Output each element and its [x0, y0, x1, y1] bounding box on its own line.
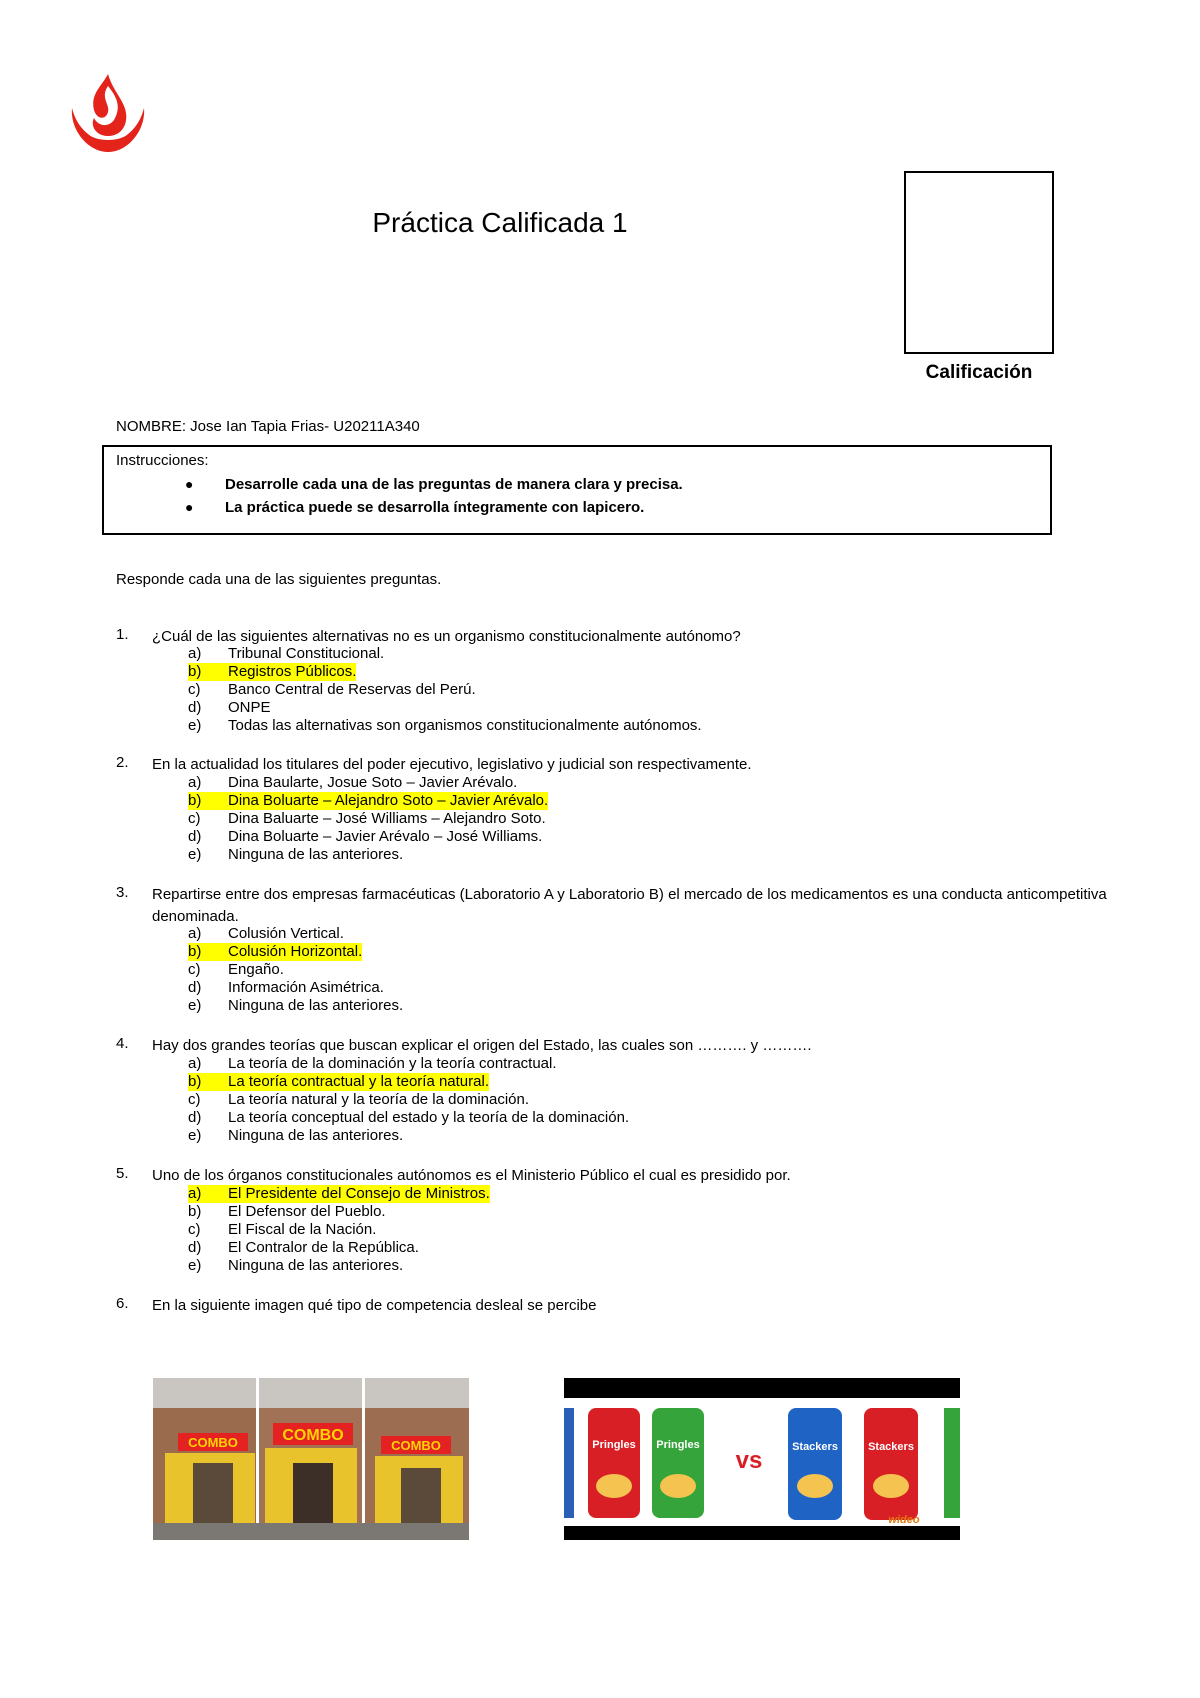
page-title: Práctica Calificada 1 [372, 207, 628, 238]
vs-label: vs [735, 1447, 763, 1474]
option: d) El Contralor de la República. [188, 1239, 419, 1256]
left-sign-text: COMBO [188, 1435, 238, 1450]
option-highlighted: b) Dina Boluarte – Alejandro Soto – Javier Arévalo. [188, 792, 549, 809]
question-text: Repartirse entre dos empresas farmacéuticas (Laboratorio A y Laboratorio B) el mercado de los medicamentos es una conducta anticompetitiva denominada. [152, 886, 1107, 925]
option: c) Dina Baluarte – José Williams – Alejandro Soto. [188, 810, 546, 827]
product-label: Stackers [868, 1441, 914, 1453]
option: e) Ninguna de las anteriores. [188, 846, 404, 863]
option: d) La teoría conceptual del estado y la teoría de la dominación. [188, 1109, 630, 1126]
instruction-item: Desarrolle cada una de las preguntas de manera clara y precisa. [225, 476, 683, 493]
bullet-icon: ● [185, 476, 194, 492]
left-sign-text: COMBO [391, 1438, 441, 1453]
option: d) Dina Boluarte – Javier Arévalo – José Williams. [188, 828, 543, 845]
instructions-title: Instrucciones: [116, 452, 209, 469]
option: c) Engaño. [188, 961, 284, 978]
grade-box [904, 171, 1054, 354]
option-highlighted: b) La teoría contractual y la teoría natural. [188, 1073, 489, 1090]
option: a) Dina Baularte, Josue Soto – Javier Arévalo. [188, 774, 518, 791]
question-text: Hay dos grandes teorías que buscan explicar el origen del Estado, las cuales son ………. y ………. [152, 1037, 812, 1054]
product-label: Stackers [792, 1441, 838, 1453]
question-number: 3. [116, 884, 129, 901]
instruction-item: La práctica puede se desarrolla íntegramente con lapicero. [225, 499, 645, 516]
option: c) El Fiscal de la Nación. [188, 1221, 377, 1238]
grade-label: Calificación [925, 362, 1033, 383]
question-text: En la actualidad los titulares del poder ejecutivo, legislativo y judicial son respectivamente. [152, 756, 752, 773]
option: b) El Defensor del Pueblo. [188, 1203, 386, 1220]
intro-text: Responde cada una de las siguientes preguntas. [116, 571, 442, 588]
question-number: 5. [116, 1165, 129, 1182]
product-label: Pringles [656, 1439, 700, 1451]
option: a) Tribunal Constitucional. [188, 645, 385, 662]
products-comparison-photo [564, 1378, 960, 1540]
option: e) Ninguna de las anteriores. [188, 1257, 404, 1274]
student-name-line: NOMBRE: Jose Ian Tapia Frias- U20211A340 [116, 418, 420, 435]
option: d) Información Asimétrica. [188, 979, 384, 996]
question-number: 2. [116, 754, 129, 771]
question-number: 1. [116, 626, 129, 643]
option: d) ONPE [188, 699, 271, 716]
option: e) Todas las alternativas son organismos constitucionalmente autónomos. [188, 717, 702, 734]
question-text: Uno de los órganos constitucionales autónomos es el Ministerio Público el cual es presidido por. [152, 1167, 791, 1184]
option: e) Ninguna de las anteriores. [188, 1127, 404, 1144]
question-number: 6. [116, 1295, 129, 1312]
storefront-photo [153, 1378, 469, 1540]
left-sign-text: COMBO [282, 1427, 344, 1444]
option-highlighted: b) Registros Públicos. [188, 663, 357, 680]
option-highlighted: b) Colusión Horizontal. [188, 943, 363, 960]
watermark-label: wideo [888, 1514, 920, 1526]
bullet-icon: ● [185, 499, 194, 515]
option: c) La teoría natural y la teoría de la dominación. [188, 1091, 530, 1108]
option: c) Banco Central de Reservas del Perú. [188, 681, 476, 698]
option: a) Colusión Vertical. [188, 925, 344, 942]
product-label: Pringles [592, 1439, 636, 1451]
question-text: En la siguiente imagen qué tipo de competencia desleal se percibe [152, 1297, 597, 1314]
option-highlighted: a) El Presidente del Consejo de Ministros. [188, 1185, 490, 1202]
question-text: ¿Cuál de las siguientes alternativas no es un organismo constitucionalmente autónomo? [152, 628, 741, 645]
option: a) La teoría de la dominación y la teoría contractual. [188, 1055, 557, 1072]
question-number: 4. [116, 1035, 129, 1052]
option: e) Ninguna de las anteriores. [188, 997, 404, 1014]
upc-logo [62, 68, 154, 158]
